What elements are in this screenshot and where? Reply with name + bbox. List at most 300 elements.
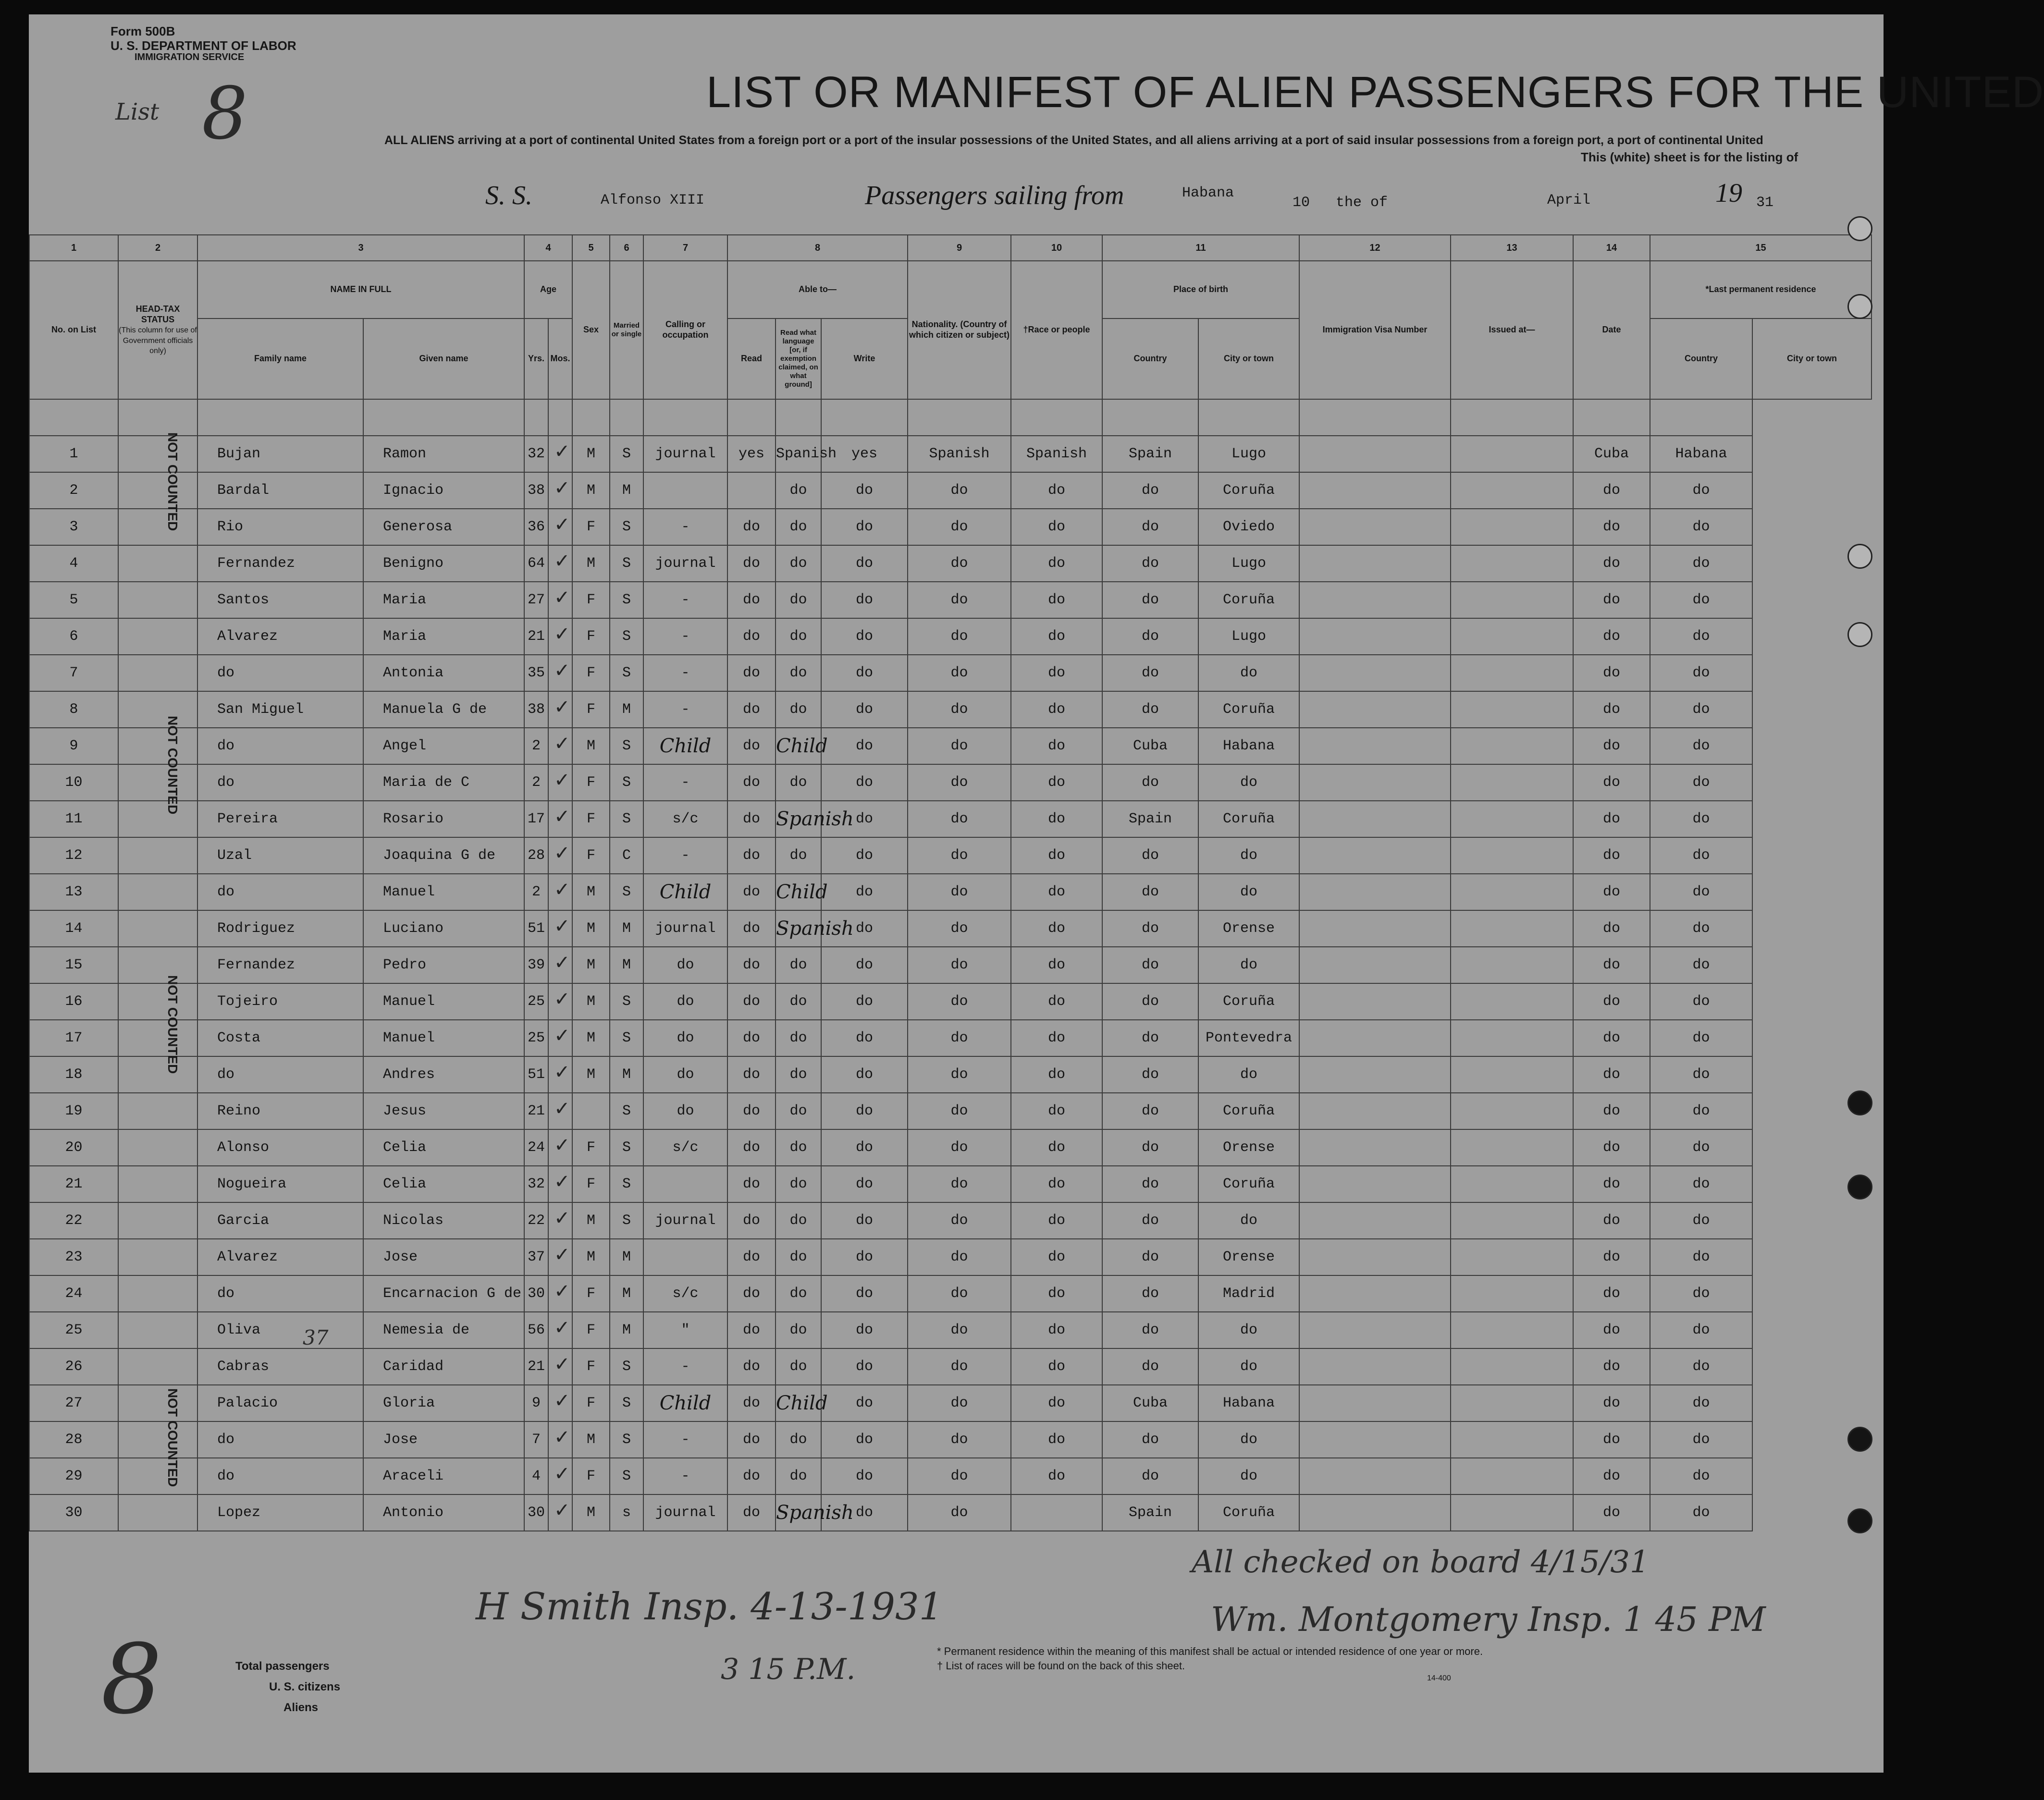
cell-visa: [1299, 545, 1451, 582]
cell-calling: journal: [643, 910, 727, 947]
cell-visa: [1299, 618, 1451, 655]
cell-bcountry: do: [1102, 983, 1198, 1020]
cell-visa: [1299, 1239, 1451, 1275]
cell-calling: -: [643, 509, 727, 545]
cell-calling: Child: [643, 1385, 727, 1421]
cell-no: 25: [29, 1312, 118, 1348]
last-residence-header: *Last permanent residence: [1650, 261, 1872, 318]
cell-headtax: [118, 1202, 197, 1239]
cell-bcountry: do: [1102, 910, 1198, 947]
cell-nat: do: [908, 874, 1011, 910]
cell-family: do: [197, 1275, 363, 1312]
cell-calling: s/c: [643, 1275, 727, 1312]
head-tax-note: (This column for use of Government officials only): [119, 326, 197, 355]
cell-sex: M: [572, 472, 610, 509]
cell-read: do: [727, 1421, 776, 1458]
cell-nat: do: [908, 1385, 1011, 1421]
cell-rcity: Habana: [1650, 436, 1752, 472]
cell-nat: do: [908, 582, 1011, 618]
cell-calling: -: [643, 764, 727, 801]
cell-rcity: do: [1650, 1239, 1752, 1275]
cell-bcity: Coruña: [1198, 1494, 1299, 1531]
cell-yrs: 38: [524, 472, 548, 509]
cell-lang: Child: [776, 728, 821, 764]
cell-rcity: do: [1650, 874, 1752, 910]
cell-sex: F: [572, 691, 610, 728]
cell-race: do: [1011, 1093, 1102, 1129]
cell-family: Alonso: [197, 1129, 363, 1166]
cell-ms: S: [610, 1348, 643, 1385]
cell-ms: M: [610, 1312, 643, 1348]
cell-rcountry: do: [1573, 545, 1650, 582]
cell-bcountry: Spain: [1102, 801, 1198, 837]
cell-lang: do: [776, 1020, 821, 1056]
cell-sex: M: [572, 1494, 610, 1531]
cell-given: Manuela G de: [363, 691, 524, 728]
binder-hole: [1847, 1508, 1872, 1533]
cell-nat: do: [908, 1421, 1011, 1458]
cell-rcountry: do: [1573, 1275, 1650, 1312]
cell-bcountry: do: [1102, 691, 1198, 728]
cell-given: Maria: [363, 582, 524, 618]
cell-race: do: [1011, 947, 1102, 983]
cell-sex: M: [572, 728, 610, 764]
cell-yrs: 25: [524, 1020, 548, 1056]
birth-city-header: City or town: [1198, 318, 1299, 399]
cell-headtax: [118, 1494, 197, 1531]
cell-ms: M: [610, 1275, 643, 1312]
cell-read: do: [727, 1458, 776, 1494]
cell-family: San Miguel: [197, 691, 363, 728]
cell-visa: [1299, 1129, 1451, 1166]
cell-headtax: [118, 655, 197, 691]
cell-yrs: 21: [524, 1348, 548, 1385]
cell-lang: do: [776, 1056, 821, 1093]
cell-nat: do: [908, 472, 1011, 509]
year-suffix: 31: [1756, 195, 1774, 211]
table-row: [29, 1202, 1872, 1239]
cell-calling: s/c: [643, 1129, 727, 1166]
cell-sex: F: [572, 764, 610, 801]
check-mark-icon: ✓: [554, 842, 570, 864]
issued-at-header: Issued at—: [1451, 261, 1573, 399]
cell-nat: do: [908, 1129, 1011, 1166]
cell-given: Nemesia de: [363, 1312, 524, 1348]
cell-family: Bujan: [197, 436, 363, 472]
cell-bcity: Habana: [1198, 728, 1299, 764]
cell-nat: do: [908, 1202, 1011, 1239]
not-counted-stamp: NOT COUNTED: [165, 975, 180, 1074]
cell-family: Rio: [197, 509, 363, 545]
service-label: IMMIGRATION SERVICE: [135, 52, 245, 62]
cell-calling: Child: [643, 874, 727, 910]
colnum: 14: [1573, 235, 1650, 261]
cell-rcountry: do: [1573, 1385, 1650, 1421]
colnum: 8: [727, 235, 908, 261]
cell-rcountry: do: [1573, 472, 1650, 509]
sex-header: Sex: [572, 261, 610, 399]
cell-family: Palacio: [197, 1385, 363, 1421]
table-row: [29, 910, 1872, 947]
cell-issued: [1451, 691, 1573, 728]
cell-write: do: [821, 983, 908, 1020]
cell-rcity: do: [1650, 837, 1752, 874]
total-passengers-label: Total passengers: [235, 1660, 330, 1673]
cell-rcity: do: [1650, 1056, 1752, 1093]
cell-rcountry: do: [1573, 1020, 1650, 1056]
cell-nat: do: [908, 1056, 1011, 1093]
cell-write: do: [821, 1202, 908, 1239]
read-header: Read: [727, 318, 776, 399]
cell-family: Pereira: [197, 801, 363, 837]
cell-race: do: [1011, 1348, 1102, 1385]
cell-sex: F: [572, 1129, 610, 1166]
cell-given: Andres: [363, 1056, 524, 1093]
age-header: Age: [524, 261, 572, 318]
cell-no: 15: [29, 947, 118, 983]
cell-rcity: do: [1650, 764, 1752, 801]
cell-yrs: 36: [524, 509, 548, 545]
cell-sex: F: [572, 618, 610, 655]
table-row: [29, 947, 1872, 983]
cell-ms: S: [610, 436, 643, 472]
cell-lang: do: [776, 1458, 821, 1494]
cell-nat: do: [908, 691, 1011, 728]
cell-lang: do: [776, 1239, 821, 1275]
cell-race: do: [1011, 1020, 1102, 1056]
cell-read: do: [727, 1348, 776, 1385]
cell-headtax: [118, 1056, 197, 1093]
check-mark-icon: ✓: [554, 587, 570, 609]
cell-ms: S: [610, 545, 643, 582]
cell-headtax: [118, 1129, 197, 1166]
cell-lang: do: [776, 618, 821, 655]
colnum: 12: [1299, 235, 1451, 261]
inspection-time-1: 3 15 P.M.: [721, 1653, 856, 1686]
cell-race: do: [1011, 874, 1102, 910]
cell-lang: do: [776, 1275, 821, 1312]
cell-sex: F: [572, 801, 610, 837]
cell-calling: [643, 1166, 727, 1202]
cell-bcountry: do: [1102, 618, 1198, 655]
cell-yrs: 64: [524, 545, 548, 582]
cell-rcity: do: [1650, 801, 1752, 837]
cell-calling: journal: [643, 545, 727, 582]
cell-visa: [1299, 1202, 1451, 1239]
footnote-races: † List of races will be found on the back of this sheet.: [937, 1660, 1185, 1672]
cell-lang: Child: [776, 874, 821, 910]
cell-sex: F: [572, 1275, 610, 1312]
cell-write: do: [821, 837, 908, 874]
cell-read: do: [727, 655, 776, 691]
cell-sex: F: [572, 509, 610, 545]
cell-calling: journal: [643, 436, 727, 472]
cell-headtax: [118, 509, 197, 545]
residence-country-header: Country: [1650, 318, 1752, 399]
cell-issued: [1451, 655, 1573, 691]
cell-yrs: 22: [524, 1202, 548, 1239]
cell-family: Cabras: [197, 1348, 363, 1385]
cell-lang: do: [776, 1166, 821, 1202]
cell-issued: [1451, 1494, 1573, 1531]
cell-visa: [1299, 1494, 1451, 1531]
cell-yrs: 51: [524, 910, 548, 947]
cell-ms: S: [610, 509, 643, 545]
cell-bcountry: do: [1102, 1202, 1198, 1239]
check-mark-icon: ✓: [554, 769, 570, 791]
name-in-full-header: NAME IN FULL: [197, 261, 524, 318]
cell-yrs: 21: [524, 1093, 548, 1129]
cell-family: do: [197, 1056, 363, 1093]
cell-race: do: [1011, 728, 1102, 764]
cell-headtax: [118, 764, 197, 801]
check-mark-icon: ✓: [554, 806, 570, 828]
colnum: 2: [118, 235, 197, 261]
cell-bcity: do: [1198, 837, 1299, 874]
cell-visa: [1299, 1166, 1451, 1202]
cell-write: do: [821, 801, 908, 837]
cell-read: do: [727, 1202, 776, 1239]
cell-given: Jose: [363, 1239, 524, 1275]
cell-issued: [1451, 1312, 1573, 1348]
cell-sex: F: [572, 582, 610, 618]
cell-read: do: [727, 1494, 776, 1531]
cell-write: do: [821, 1239, 908, 1275]
cell-read: do: [727, 618, 776, 655]
cell-bcountry: do: [1102, 1458, 1198, 1494]
cell-sex: M: [572, 1202, 610, 1239]
cell-write: do: [821, 1093, 908, 1129]
visa-header: Immigration Visa Number: [1299, 261, 1451, 399]
cell-yrs: 37: [524, 1239, 548, 1275]
cell-headtax: [118, 1239, 197, 1275]
binder-hole: [1847, 294, 1872, 319]
cell-bcountry: do: [1102, 509, 1198, 545]
cell-rcity: do: [1650, 1494, 1752, 1531]
cell-nat: do: [908, 1458, 1011, 1494]
cell-no: 5: [29, 582, 118, 618]
cell-yrs: 56: [524, 1312, 548, 1348]
cell-write: do: [821, 472, 908, 509]
cell-no: 6: [29, 618, 118, 655]
cell-family: do: [197, 1458, 363, 1494]
cell-no: 13: [29, 874, 118, 910]
cell-headtax: [118, 1421, 197, 1458]
cell-race: do: [1011, 1056, 1102, 1093]
cell-write: do: [821, 874, 908, 910]
cell-rcountry: do: [1573, 1458, 1650, 1494]
cell-family: Alvarez: [197, 1239, 363, 1275]
footnote-residence: * Permanent residence within the meaning of this manifest shall be actual or intended residence of one year or more.: [937, 1645, 1483, 1657]
cell-sex: M: [572, 1421, 610, 1458]
cell-family: do: [197, 1421, 363, 1458]
cell-sex: F: [572, 1458, 610, 1494]
cell-no: 30: [29, 1494, 118, 1531]
cell-race: do: [1011, 1385, 1102, 1421]
cell-yrs: 25: [524, 983, 548, 1020]
cell-read: yes: [727, 436, 776, 472]
cell-family: Tojeiro: [197, 983, 363, 1020]
cell-race: do: [1011, 1312, 1102, 1348]
cell-visa: [1299, 691, 1451, 728]
cell-no: 19: [29, 1093, 118, 1129]
cell-sex: F: [572, 1312, 610, 1348]
cell-calling: -: [643, 691, 727, 728]
table-row: [29, 1494, 1872, 1531]
cell-family: do: [197, 764, 363, 801]
cell-given: Celia: [363, 1129, 524, 1166]
table-row: [29, 618, 1872, 655]
calling-header: Calling or occupation: [643, 261, 727, 399]
cell-bcountry: do: [1102, 1421, 1198, 1458]
cell-nat: do: [908, 1020, 1011, 1056]
form-code: 14-400: [1427, 1674, 1451, 1682]
cell-visa: [1299, 1056, 1451, 1093]
cell-ms: S: [610, 655, 643, 691]
cell-no: 16: [29, 983, 118, 1020]
table-row: [29, 1421, 1872, 1458]
cell-rcountry: do: [1573, 1202, 1650, 1239]
cell-visa: [1299, 764, 1451, 801]
cell-headtax: [118, 874, 197, 910]
yrs-header: Yrs.: [524, 318, 548, 399]
cell-headtax: [118, 1020, 197, 1056]
cell-rcity: do: [1650, 983, 1752, 1020]
cell-visa: [1299, 947, 1451, 983]
cell-read: do: [727, 837, 776, 874]
cell-lang: Child: [776, 1385, 821, 1421]
cell-lang: do: [776, 983, 821, 1020]
cell-issued: [1451, 801, 1573, 837]
cell-rcity: do: [1650, 1421, 1752, 1458]
cell-nat: do: [908, 509, 1011, 545]
colnum: 6: [610, 235, 643, 261]
cell-calling: -: [643, 1421, 727, 1458]
cell-bcity: do: [1198, 947, 1299, 983]
cell-write: do: [821, 1129, 908, 1166]
cell-lang: Spanish: [776, 1494, 821, 1531]
cell-given: Ignacio: [363, 472, 524, 509]
cell-ms: M: [610, 910, 643, 947]
cell-given: Jesus: [363, 1093, 524, 1129]
table-row: [29, 582, 1872, 618]
cell-family: Costa: [197, 1020, 363, 1056]
cell-race: do: [1011, 509, 1102, 545]
cell-headtax: [118, 837, 197, 874]
spacer-row: [29, 399, 1872, 436]
cell-no: 22: [29, 1202, 118, 1239]
cell-no: 7: [29, 655, 118, 691]
table-row: [29, 1020, 1872, 1056]
cell-yrs: 30: [524, 1494, 548, 1531]
cell-bcountry: do: [1102, 1166, 1198, 1202]
cell-ms: C: [610, 837, 643, 874]
cell-read: [727, 472, 776, 509]
passenger-rows: [29, 436, 1872, 1531]
cell-rcity: do: [1650, 1275, 1752, 1312]
cell-write: do: [821, 1421, 908, 1458]
colnum: 3: [197, 235, 524, 261]
cell-read: do: [727, 545, 776, 582]
cell-read: do: [727, 1129, 776, 1166]
cell-bcountry: do: [1102, 764, 1198, 801]
cell-given: Joaquina G de: [363, 837, 524, 874]
cell-no: 24: [29, 1275, 118, 1312]
check-mark-icon: ✓: [554, 1280, 570, 1302]
check-mark-icon: ✓: [554, 988, 570, 1010]
cell-issued: [1451, 582, 1573, 618]
cell-bcountry: do: [1102, 1275, 1198, 1312]
cell-race: do: [1011, 1202, 1102, 1239]
colnum: 10: [1011, 235, 1102, 261]
cell-bcity: Pontevedra: [1198, 1020, 1299, 1056]
cell-rcity: do: [1650, 582, 1752, 618]
cell-no: 27: [29, 1385, 118, 1421]
cell-rcountry: do: [1573, 1129, 1650, 1166]
cell-yrs: 7: [524, 1421, 548, 1458]
cell-write: do: [821, 1458, 908, 1494]
cell-family: do: [197, 874, 363, 910]
cell-no: 23: [29, 1239, 118, 1275]
cell-no: 12: [29, 837, 118, 874]
cell-issued: [1451, 618, 1573, 655]
cell-calling: [643, 1239, 727, 1275]
cell-lang: do: [776, 582, 821, 618]
age-annotation: 37: [303, 1326, 329, 1349]
cell-calling: -: [643, 582, 727, 618]
cell-ms: S: [610, 1202, 643, 1239]
cell-lang: do: [776, 1129, 821, 1166]
cell-yrs: 30: [524, 1275, 548, 1312]
department-label: U. S. DEPARTMENT OF LABOR: [111, 38, 296, 53]
check-mark-icon: ✓: [554, 660, 570, 682]
place-of-birth-header: Place of birth: [1102, 261, 1299, 318]
cell-yrs: 39: [524, 947, 548, 983]
cell-issued: [1451, 874, 1573, 910]
cell-yrs: 2: [524, 728, 548, 764]
cell-race: do: [1011, 655, 1102, 691]
cell-calling: -: [643, 1458, 727, 1494]
cell-rcountry: do: [1573, 1421, 1650, 1458]
cell-family: Nogueira: [197, 1166, 363, 1202]
cell-visa: [1299, 801, 1451, 837]
cell-sex: F: [572, 1348, 610, 1385]
cell-nat: do: [908, 1348, 1011, 1385]
cell-issued: [1451, 1239, 1573, 1275]
cell-lang: do: [776, 1202, 821, 1239]
cell-rcountry: do: [1573, 910, 1650, 947]
cell-calling: -: [643, 837, 727, 874]
check-mark-icon: ✓: [554, 514, 570, 536]
cell-race: [1011, 1494, 1102, 1531]
cell-race: do: [1011, 837, 1102, 874]
cell-ms: s: [610, 1494, 643, 1531]
cell-nat: do: [908, 1312, 1011, 1348]
cell-rcity: do: [1650, 1385, 1752, 1421]
cell-headtax: [118, 983, 197, 1020]
cell-headtax: [118, 910, 197, 947]
cell-bcountry: Spain: [1102, 1494, 1198, 1531]
cell-calling: do: [643, 983, 727, 1020]
cell-rcity: do: [1650, 509, 1752, 545]
cell-rcity: do: [1650, 910, 1752, 947]
cell-read: do: [727, 509, 776, 545]
subtitle-2: This (white) sheet is for the listing of: [1581, 150, 1798, 164]
cell-visa: [1299, 1421, 1451, 1458]
cell-family: Reino: [197, 1093, 363, 1129]
cell-lang: do: [776, 1421, 821, 1458]
cell-bcity: do: [1198, 1458, 1299, 1494]
